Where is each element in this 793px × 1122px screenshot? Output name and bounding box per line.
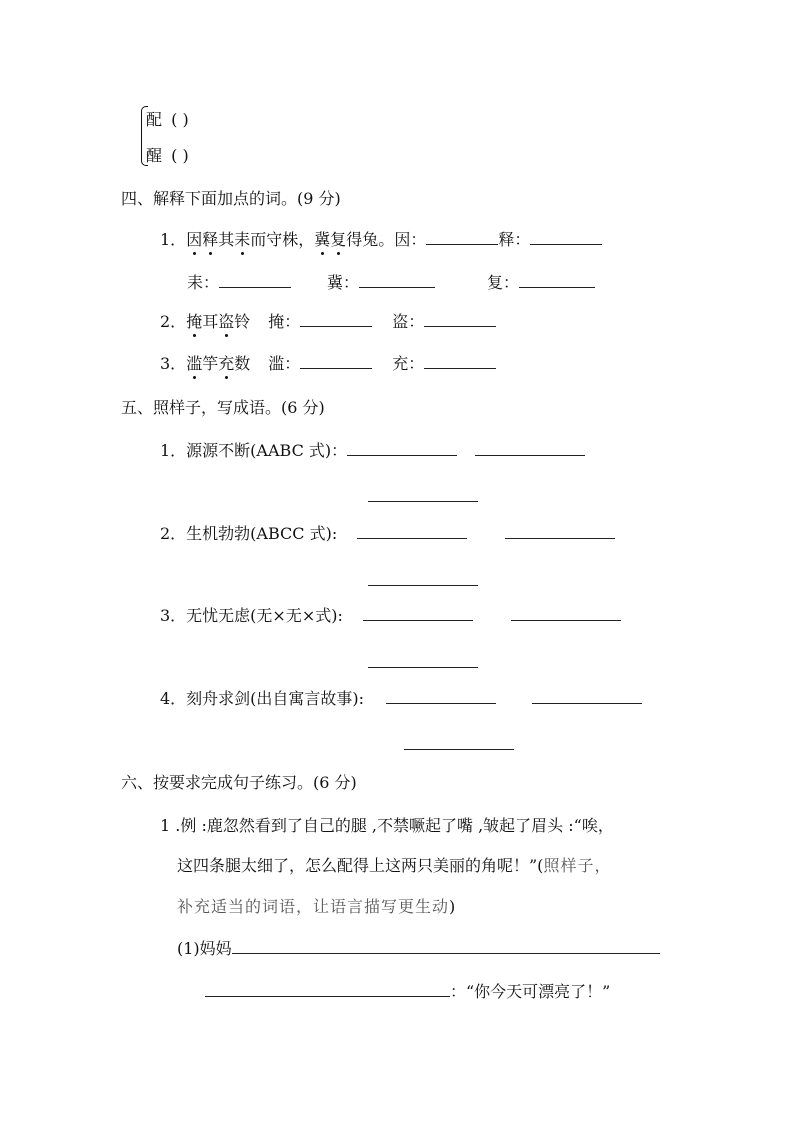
label-yan: 掩： [268, 312, 301, 331]
idiom-blank[interactable] [532, 687, 642, 704]
dotted-word-yin: 因 [186, 228, 202, 252]
text: 而守株， [250, 230, 315, 249]
idiom-blank[interactable] [357, 522, 467, 539]
idiom-blank[interactable] [347, 439, 457, 456]
item-label: 3．无忧无虑(无×无×式): [160, 606, 343, 625]
top-item-2 [146, 144, 189, 168]
answer-blank-yin[interactable] [426, 228, 498, 245]
answer-blank-fu[interactable] [519, 271, 595, 288]
text: 数 [234, 354, 251, 373]
question-number: 3． [160, 354, 187, 373]
dotted-word-fu: 复 [330, 228, 346, 252]
label-ji: 冀： [327, 273, 360, 292]
label-lan: 滥： [268, 354, 301, 373]
dotted-word-dao: 盗 [218, 310, 234, 334]
instruction-note: 补充适当的词语，让语言描写更生动 [177, 897, 450, 916]
answer-blank-yan[interactable] [300, 310, 372, 327]
label-yin: 因： [394, 230, 427, 249]
dotted-word-shi: 释 [202, 228, 218, 252]
question-number: 1． [160, 230, 187, 249]
idiom-blank[interactable] [368, 651, 478, 668]
idiom-blank[interactable] [404, 733, 514, 750]
s5-item-2 [160, 522, 615, 546]
label-lei: 耒： [187, 273, 220, 292]
text: 其 [218, 230, 235, 249]
s6-sub1-line2 [205, 980, 610, 1004]
label-shi: 释： [498, 230, 531, 249]
idiom-blank[interactable] [368, 485, 478, 502]
section5-title: 五、照样子，写成语。(6 分) [121, 398, 325, 417]
answer-blank-dao[interactable] [424, 310, 496, 327]
sentence-blank[interactable] [205, 980, 450, 997]
text: 得兔。 [346, 230, 395, 249]
s5-item-4 [160, 687, 642, 711]
top-item-paren: ( ) [171, 146, 189, 165]
section4-title: 四、解释下面加点的词。(9 分) [121, 189, 341, 208]
answer-blank-lan[interactable] [300, 352, 372, 369]
idiom-blank[interactable] [386, 687, 496, 704]
label-fu: 复： [487, 273, 520, 292]
s6-sub1 [177, 937, 660, 961]
text: 竽 [202, 354, 219, 373]
answer-blank-ji[interactable] [359, 271, 435, 288]
dotted-word-chong: 充 [218, 352, 234, 376]
answer-blank-lei[interactable] [219, 271, 291, 288]
top-item-char: 醒 [146, 146, 163, 165]
text: 耳 [202, 312, 219, 331]
item-label: 1．源源不断(AABC 式)： [160, 441, 348, 460]
quote-text: ：“你今天可漂亮了！” [450, 982, 611, 1001]
instruction-note: 照样子， [543, 856, 612, 875]
dotted-word-ji: 冀 [314, 228, 330, 252]
s4-q1-line2 [187, 271, 595, 295]
text: 铃 [234, 312, 251, 331]
sub-question-label: (1)妈妈 [177, 939, 232, 958]
label-chong: 充： [392, 354, 425, 373]
s5-item-3 [160, 604, 621, 628]
text: ) [449, 897, 456, 916]
question-number: 2． [160, 312, 187, 331]
item-label: 2．生机勃勃(ABCC 式): [160, 524, 338, 543]
s5-item-1 [160, 439, 585, 463]
s6-example-line1: 1 .例 :鹿忽然看到了自己的腿 ,不禁噘起了嘴 ,皱起了眉头 :“唉， [160, 816, 614, 835]
dotted-word-lei: 耒 [234, 228, 250, 252]
dotted-word-lan: 滥 [186, 352, 202, 376]
s4-q1-line1 [160, 228, 602, 252]
idiom-blank[interactable] [363, 604, 473, 621]
section6-title: 六、按要求完成句子练习。(6 分) [121, 773, 357, 792]
item-label: 4．刻舟求剑(出自寓言故事): [160, 689, 365, 708]
sentence-blank[interactable] [232, 937, 660, 954]
s6-note-line [177, 895, 455, 919]
label-dao: 盗： [392, 312, 425, 331]
idiom-blank[interactable] [511, 604, 621, 621]
s4-q3 [160, 352, 496, 376]
top-item-paren: ( ) [171, 110, 189, 129]
dotted-word-yan: 掩 [186, 310, 202, 334]
idiom-blank[interactable] [505, 522, 615, 539]
answer-blank-chong[interactable] [424, 352, 496, 369]
example-text: 这四条腿太细了，怎么配得上这两只美丽的角呢！”( [177, 856, 544, 875]
s6-example-line2 [177, 854, 611, 878]
top-item-1 [146, 108, 189, 132]
s4-q2 [160, 310, 496, 334]
answer-blank-shi[interactable] [530, 228, 602, 245]
idiom-blank[interactable] [368, 569, 478, 586]
idiom-blank[interactable] [475, 439, 585, 456]
top-item-char: 配 [146, 110, 163, 129]
